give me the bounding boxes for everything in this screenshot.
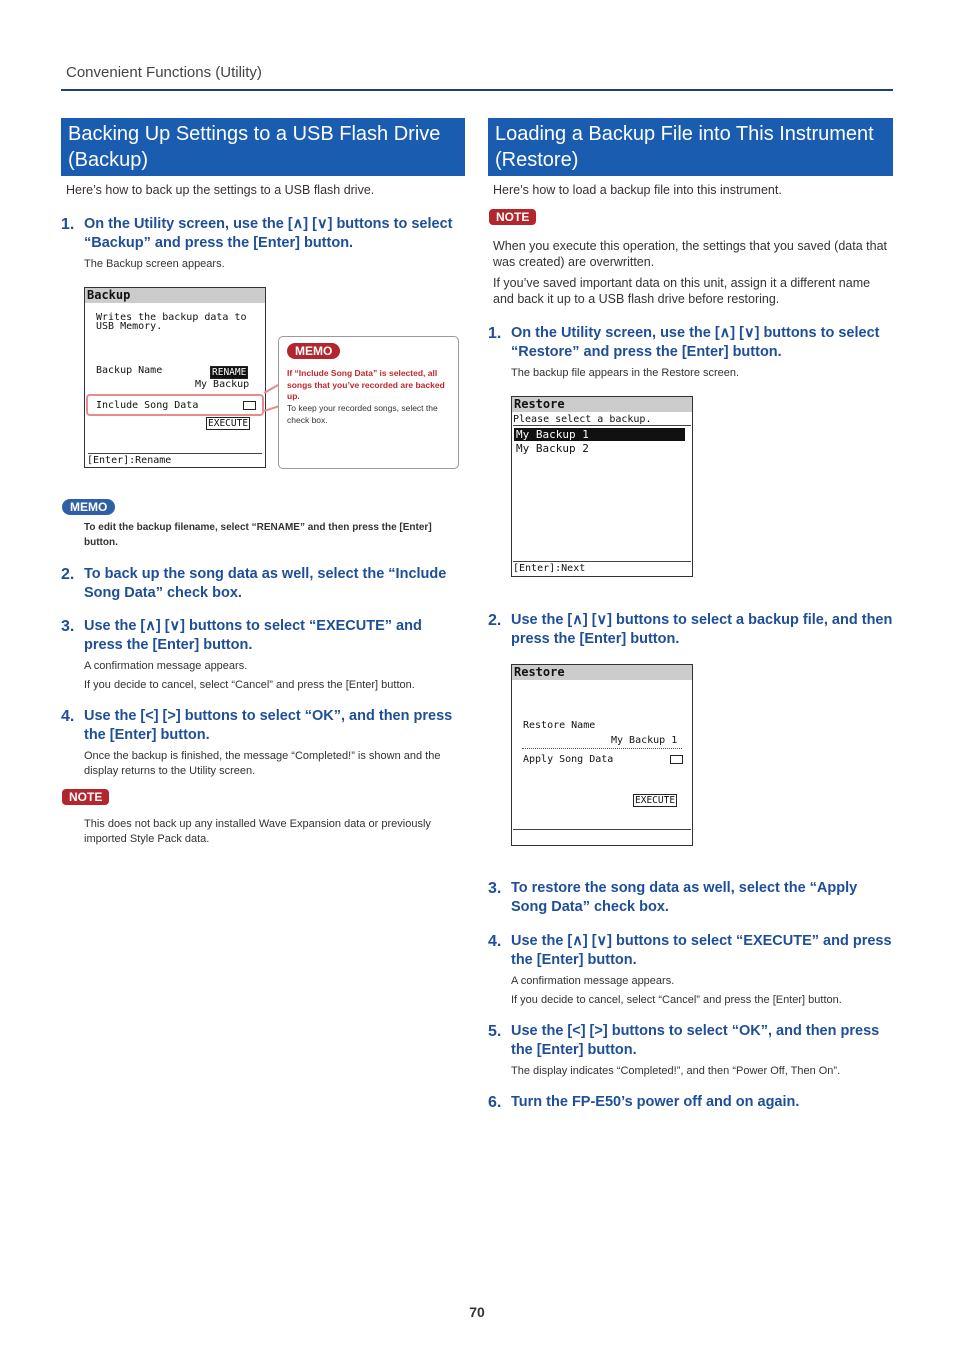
memo-rename-text: To edit the backup filename, select “RENAME” and then press the [Enter] button.: [84, 522, 432, 548]
lcd-title: Restore: [512, 397, 692, 412]
restore-step-1: [488, 324, 893, 362]
step-text: To back up the song data as well, select the “Include Song Data” check box.: [84, 566, 447, 601]
backup-name-label: Backup Name: [96, 365, 163, 376]
apply-song-data-checkbox[interactable]: [670, 755, 683, 764]
backup-step-4-sub: Once the backup is finished, the message “Completed!” is shown and the display returns to the Utility screen.: [84, 750, 441, 777]
step-text: Use the [∧] [∨] buttons to select a backup file, and then press the [Enter] button.: [511, 612, 893, 647]
step-number: 4.: [488, 933, 502, 950]
lcd-footer: [Enter]:Rename: [87, 455, 172, 466]
memo-badge: MEMO: [62, 499, 115, 515]
restore-note-p2: If you’ve saved important data on this unit, assign it a different name and back it up to a USB flash drive before restoring.: [493, 276, 871, 306]
step-text: To restore the song data as well, select the “Apply Song Data” check box.: [511, 880, 858, 915]
step-number: 3.: [488, 880, 502, 897]
lcd-prompt: Please select a backup.: [513, 414, 652, 425]
step-number: 5.: [488, 1023, 502, 1040]
step-text: Use the [∧] [∨] buttons to select “EXECUTE” and press the [Enter] button.: [84, 618, 422, 653]
restore-intro: Here’s how to load a backup file into this instrument.: [493, 183, 782, 197]
step-number: 2.: [61, 566, 75, 583]
lcd-title: Backup: [85, 288, 265, 303]
backup-lcd-screen: [84, 287, 266, 468]
backup-intro: Here’s how to back up the settings to a USB flash drive.: [66, 183, 375, 197]
restore-step-2: [488, 611, 893, 649]
note-badge: NOTE: [489, 209, 536, 225]
step-number: 1.: [488, 325, 502, 342]
lcd-description-line1: Writes the backup data to: [96, 312, 247, 323]
restore-section-title: Loading a Backup File into This Instrument (Restore): [488, 118, 893, 176]
callout-bold-text: If “Include Song Data” is selected, all songs that you’ve recorded are backed up.: [287, 368, 445, 401]
restore-name-value: My Backup 1: [611, 735, 678, 746]
lcd-divider: [513, 561, 691, 562]
include-song-data-highlight: [86, 394, 264, 416]
backup-step-1: [61, 215, 461, 253]
restore-step-1-sub: The backup file appears in the Restore screen.: [511, 367, 740, 379]
step-text: Use the [<] [>] buttons to select “OK”, and then press the [Enter] button.: [84, 708, 453, 743]
page-number: 70: [469, 1304, 485, 1320]
apply-song-data-label: Apply Song Data: [523, 754, 614, 765]
step-number: 3.: [61, 618, 75, 635]
restore-step-5-sub: The display indicates “Completed!”, and then “Power Off, Then On”.: [511, 1065, 841, 1077]
backup-note-text: This does not back up any installed Wave Expansion data or previously imported Style Pack data.: [84, 818, 431, 845]
lcd-description-line2: USB Memory.: [96, 321, 163, 332]
restore-step-6: [488, 1093, 893, 1112]
header-rule: [61, 89, 893, 91]
step-number: 6.: [488, 1094, 502, 1111]
restore-name-label: Restore Name: [523, 720, 596, 731]
lcd-divider: [88, 453, 262, 454]
backup-name-value: My Backup: [195, 379, 250, 390]
step-number: 4.: [61, 708, 75, 725]
backup-step-1-sub: The Backup screen appears.: [84, 258, 225, 270]
backup-file-item-1[interactable]: My Backup 1: [516, 428, 589, 441]
execute-button[interactable]: EXECUTE: [635, 795, 676, 806]
step-text: Turn the FP-E50’s power off and on again.: [511, 1094, 800, 1110]
memo-badge: MEMO: [287, 343, 340, 359]
lcd-divider: [513, 829, 691, 830]
backup-file-item-2[interactable]: My Backup 2: [516, 442, 589, 455]
lcd-footer: [Enter]:Next: [513, 563, 586, 574]
step-number: 2.: [488, 612, 502, 629]
rename-button[interactable]: RENAME: [212, 367, 247, 378]
restore-step-4-sub1: A confirmation message appears.: [511, 975, 675, 987]
section-header: Convenient Functions (Utility): [66, 64, 262, 81]
backup-step-3-sub1: A confirmation message appears.: [84, 660, 248, 672]
step-text: Use the [∧] [∨] buttons to select “EXECUTE” and press the [Enter] button.: [511, 933, 892, 968]
lcd-title: Restore: [512, 665, 692, 680]
step-number: 1.: [61, 216, 75, 233]
restore-lcd-list: [511, 396, 693, 577]
restore-note-p1: When you execute this operation, the settings that you saved (data that was created) are overwritten.: [493, 239, 887, 269]
step-text: Use the [<] [>] buttons to select “OK”, and then press the [Enter] button.: [511, 1023, 880, 1058]
backup-step-2: [61, 565, 461, 603]
execute-button[interactable]: EXECUTE: [208, 418, 249, 429]
step-text: On the Utility screen, use the [∧] [∨] buttons to select “Backup” and press the [Enter] button.: [84, 216, 453, 251]
include-song-data-label: Include Song Data: [96, 400, 199, 411]
restore-step-5: [488, 1022, 893, 1060]
restore-step-4: [488, 932, 893, 970]
callout-text: To keep your recorded songs, select the check box.: [287, 403, 438, 425]
backup-step-3: [61, 617, 461, 655]
restore-lcd-confirm: [511, 664, 693, 846]
note-badge: NOTE: [62, 789, 109, 805]
backup-section-title: Backing Up Settings to a USB Flash Drive (Backup): [61, 118, 465, 176]
memo-callout-box: [278, 336, 459, 469]
lcd-dotted-divider: [522, 748, 682, 749]
step-text: On the Utility screen, use the [∧] [∨] buttons to select “Restore” and press the [Enter] button.: [511, 325, 880, 360]
lcd-divider: [513, 425, 691, 426]
backup-step-3-sub2: If you decide to cancel, select “Cancel” and press the [Enter] button.: [84, 679, 415, 691]
restore-step-4-sub2: If you decide to cancel, select “Cancel” and press the [Enter] button.: [511, 994, 842, 1006]
backup-step-4: [61, 707, 461, 745]
restore-step-3: [488, 879, 893, 917]
